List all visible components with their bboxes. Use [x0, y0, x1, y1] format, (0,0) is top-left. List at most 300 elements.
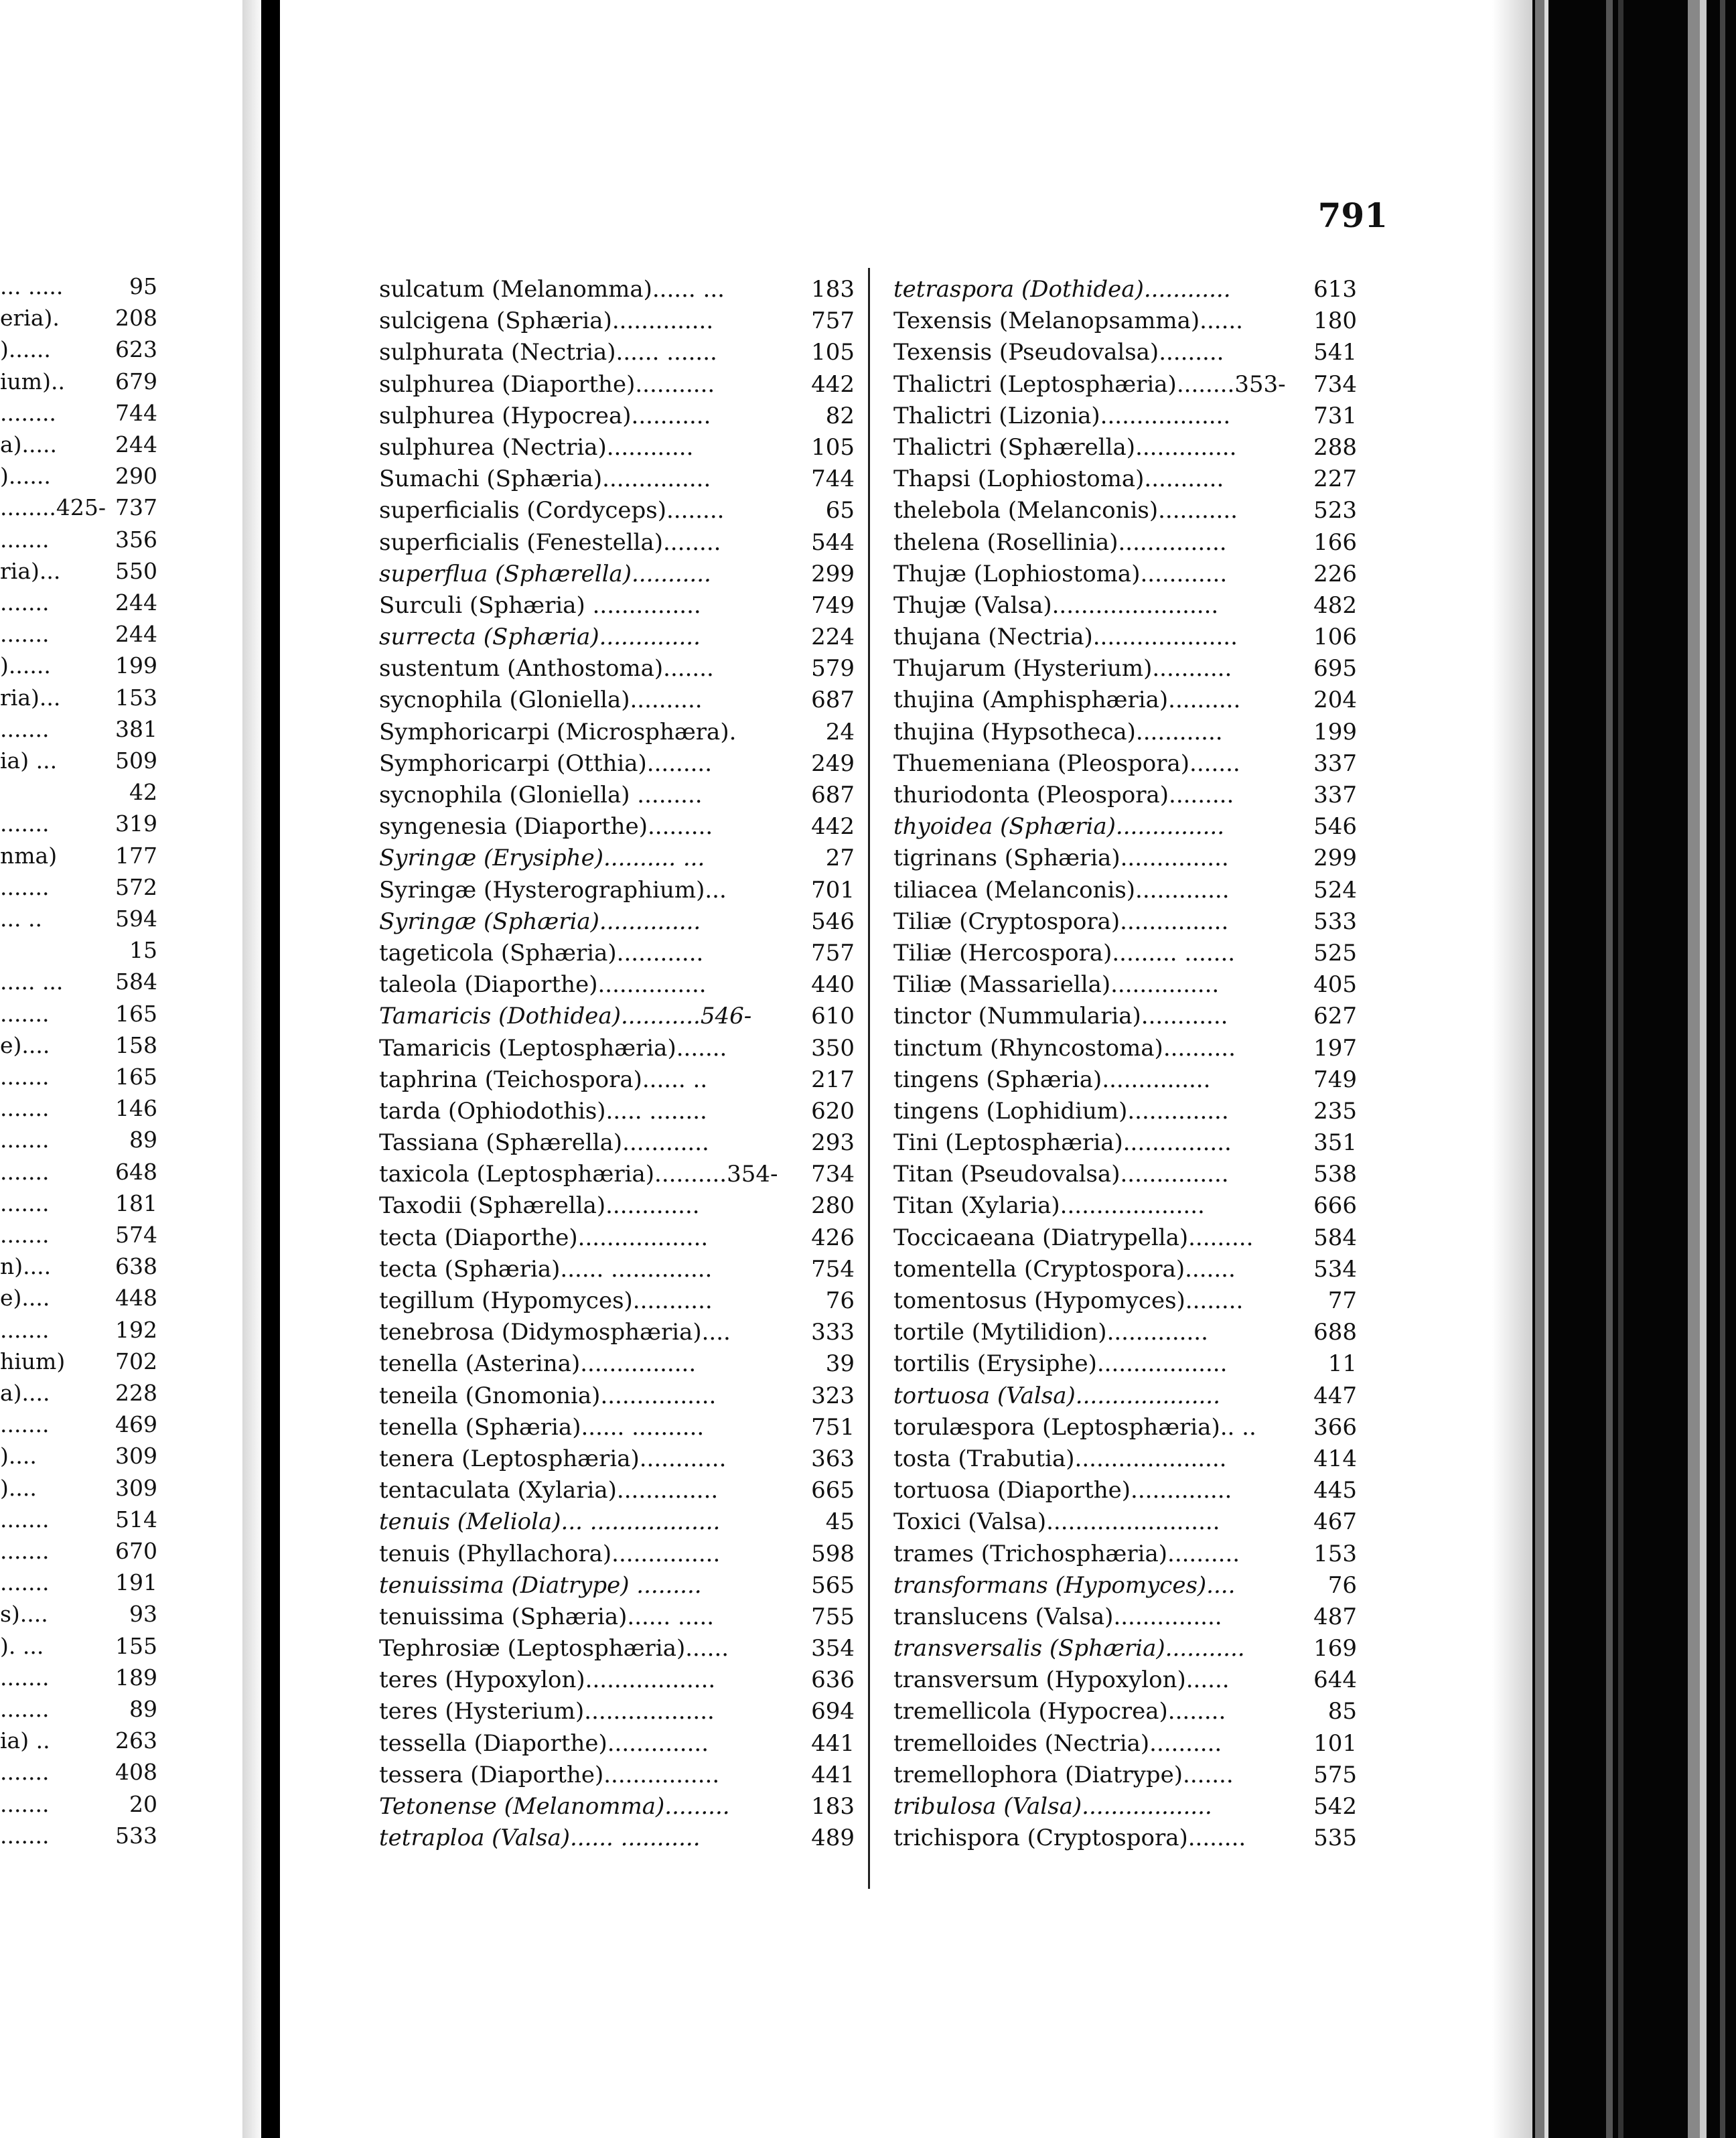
- entry-page: 695: [1313, 655, 1357, 683]
- entry-term: Tiliæ (Massariella)...............: [893, 971, 1220, 999]
- index-entry: [379, 273, 855, 305]
- entry-page: 489: [811, 1825, 855, 1852]
- entry-page: 534: [1313, 1255, 1357, 1283]
- entry-term: teres (Hypoxylon)..................: [379, 1666, 716, 1694]
- entry-page: 546: [811, 908, 855, 935]
- index-entry: [379, 1316, 855, 1348]
- entry-page: 105: [811, 339, 855, 366]
- entry-page: 584: [1313, 1224, 1357, 1251]
- index-entry: [379, 1632, 855, 1664]
- index-entry: [379, 969, 855, 1000]
- fragment-page: 550: [115, 557, 157, 584]
- index-entry: [893, 589, 1357, 621]
- entry-page: 565: [811, 1571, 855, 1599]
- entry-term: tenuissima (Sphæria)...... .....: [379, 1603, 715, 1630]
- entry-page: 288: [1313, 433, 1357, 461]
- fragment-text: .......: [0, 1664, 50, 1691]
- index-entry: [893, 842, 1357, 873]
- index-entry: [893, 558, 1357, 589]
- entry-page: 694: [811, 1698, 855, 1725]
- left-fragment: [0, 526, 157, 557]
- left-fragment: [0, 1001, 157, 1031]
- left-fragment: [0, 1190, 157, 1221]
- index-entry: [893, 1506, 1357, 1537]
- index-entry: [893, 526, 1357, 558]
- book-binding: [1532, 0, 1736, 2138]
- entry-page: 351: [1313, 1129, 1357, 1157]
- entry-term: tecta (Diaporthe)..................: [379, 1224, 709, 1251]
- entry-term: Toccicaeana (Diatrypella).........: [893, 1224, 1254, 1251]
- entry-page: 217: [811, 1066, 855, 1093]
- entry-page: 467: [1313, 1508, 1357, 1536]
- index-entry: [379, 747, 855, 779]
- entry-term: Texensis (Pseudovalsa).........: [893, 339, 1224, 366]
- index-entry: [893, 747, 1357, 779]
- index-entry: [893, 1569, 1357, 1601]
- fragment-text: )....: [0, 1474, 37, 1501]
- index-entry: [893, 1032, 1357, 1064]
- left-fragment: [0, 589, 157, 620]
- entry-page: 579: [811, 655, 855, 683]
- fragment-page: 408: [115, 1759, 157, 1786]
- left-fragment: [0, 273, 157, 304]
- index-entry: [893, 937, 1357, 969]
- index-entry: [379, 336, 855, 368]
- fragment-page: 309: [115, 1443, 157, 1470]
- entry-page: 65: [825, 497, 855, 524]
- index-entry: [893, 1190, 1357, 1221]
- left-fragment: [0, 1127, 157, 1157]
- index-entry: [379, 1158, 855, 1190]
- entry-page: 199: [1313, 718, 1357, 745]
- entry-term: Symphoricarpi (Microsphæra).: [379, 718, 737, 745]
- index-entry: [893, 368, 1357, 400]
- index-entry: [893, 431, 1357, 463]
- entry-page: 442: [811, 813, 855, 841]
- fragment-page: 670: [115, 1538, 157, 1564]
- fragment-text: .......: [0, 1822, 50, 1849]
- left-fragment: [0, 558, 157, 589]
- entry-term: tecta (Sphæria)...... ..............: [379, 1255, 713, 1283]
- left-fragment: [0, 1443, 157, 1474]
- index-entry: [893, 1695, 1357, 1727]
- index-entry: [379, 1190, 855, 1221]
- entry-page: 85: [1327, 1698, 1357, 1725]
- fragment-text: ium)..: [0, 368, 65, 395]
- entry-term: Syringæ (Hysterographium)...: [379, 876, 727, 904]
- index-entry: [893, 1443, 1357, 1474]
- entry-term: Surculi (Sphæria) ...............: [379, 591, 701, 619]
- index-entry: [379, 1790, 855, 1822]
- fragment-text: .......: [0, 1127, 50, 1153]
- left-fragment: [0, 1348, 157, 1379]
- entry-page: 542: [1313, 1793, 1357, 1820]
- fragment-page: 228: [115, 1380, 157, 1406]
- index-entry: [379, 1538, 855, 1569]
- entry-page: 731: [1313, 402, 1357, 429]
- index-entry: [379, 684, 855, 715]
- entry-term: superficialis (Cordyceps)........: [379, 497, 725, 524]
- index-entry: [379, 1253, 855, 1285]
- index-entry: [893, 621, 1357, 652]
- index-entry: [893, 1664, 1357, 1695]
- index-entry: [893, 1348, 1357, 1379]
- index-entry: [379, 589, 855, 621]
- index-entry: [379, 526, 855, 558]
- fragment-text: e)....: [0, 1031, 50, 1058]
- index-entry: [379, 368, 855, 400]
- fragment-page: 533: [115, 1822, 157, 1849]
- fragment-page: 448: [115, 1285, 157, 1311]
- entry-page: 441: [811, 1761, 855, 1788]
- fragment-page: 158: [115, 1031, 157, 1058]
- left-page: [0, 0, 261, 2138]
- fragment-text: n)....: [0, 1253, 52, 1280]
- entry-page: 442: [811, 370, 855, 398]
- entry-page: 613: [1313, 276, 1357, 303]
- index-entry: [893, 969, 1357, 1000]
- fragment-text: )......: [0, 652, 51, 679]
- index-entry: [379, 400, 855, 431]
- fragment-text: e)....: [0, 1285, 50, 1311]
- entry-page: 337: [1313, 782, 1357, 808]
- entry-term: Titan (Xylaria)....................: [893, 1192, 1205, 1220]
- left-fragment: [0, 431, 157, 462]
- entry-term: Tephrosiæ (Leptosphæria)......: [379, 1635, 729, 1662]
- entry-term: tenuis (Phyllachora)...............: [379, 1540, 721, 1567]
- index-entry: [379, 1695, 855, 1727]
- fragment-page: 638: [115, 1253, 157, 1280]
- index-entry: [893, 1822, 1357, 1853]
- entry-term: tenuis (Meliola)... ..................: [379, 1508, 721, 1536]
- index-entry: [379, 1822, 855, 1853]
- fragment-page: 165: [115, 1000, 157, 1027]
- entry-term: transversum (Hypoxylon)......: [893, 1666, 1230, 1694]
- entry-page: 337: [1313, 750, 1357, 777]
- fragment-page: 623: [115, 336, 157, 363]
- fragment-text: ........: [0, 399, 56, 426]
- index-entry: [893, 1064, 1357, 1095]
- fragment-page: 319: [115, 810, 157, 837]
- left-fragment: [0, 1791, 157, 1822]
- entry-page: 280: [811, 1192, 855, 1220]
- left-fragment: [0, 1064, 157, 1094]
- fragment-text: .......: [0, 589, 50, 616]
- entry-term: teres (Hysterium)..................: [379, 1698, 715, 1725]
- entry-page: 620: [811, 1097, 855, 1125]
- fragment-page: 702: [115, 1348, 157, 1374]
- entry-term: tarda (Ophiodothis)..... ........: [379, 1097, 707, 1125]
- entry-term: tiliacea (Melanconis).............: [893, 876, 1230, 904]
- entry-page: 24: [825, 718, 855, 745]
- entry-page: 354: [811, 1635, 855, 1662]
- entry-page: 299: [811, 560, 855, 587]
- entry-term: tessella (Diaporthe)..............: [379, 1729, 709, 1757]
- entry-term: tentaculata (Xylaria)..............: [379, 1477, 719, 1504]
- index-entry: [893, 336, 1357, 368]
- entry-term: tremelloides (Nectria)..........: [893, 1729, 1222, 1757]
- left-fragment: [0, 1285, 157, 1315]
- entry-term: Thalictri (Lizonia)..................: [893, 402, 1231, 429]
- entry-page: 482: [1313, 591, 1357, 619]
- entry-term: tortile (Mytilidion)..............: [893, 1319, 1208, 1346]
- entry-term: transformans (Hypomyces)....: [893, 1571, 1236, 1599]
- entry-term: tosta (Trabutia).....................: [893, 1445, 1227, 1472]
- left-fragment: [0, 621, 157, 652]
- entry-term: Tamaricis (Leptosphæria).......: [379, 1034, 727, 1062]
- index-entry: [379, 937, 855, 969]
- entry-term: Thalictri (Leptosphæria)........353-: [893, 370, 1286, 398]
- entry-term: Toxici (Valsa)........................: [893, 1508, 1220, 1536]
- fragment-text: .......: [0, 1000, 50, 1027]
- entry-term: sycnophila (Gloniella)..........: [379, 687, 703, 714]
- left-fragment: [0, 1569, 157, 1600]
- fragment-page: 20: [129, 1790, 157, 1817]
- entry-page: 544: [811, 528, 855, 556]
- fragment-text: .......: [0, 1569, 50, 1596]
- fragment-text: .......: [0, 526, 50, 553]
- index-entry: [379, 1474, 855, 1506]
- index-entry: [379, 1443, 855, 1474]
- index-entry: [379, 842, 855, 873]
- left-fragment: [0, 1159, 157, 1190]
- entry-term: sulphurea (Nectria)............: [379, 433, 694, 461]
- entry-term: Thujæ (Valsa).......................: [893, 591, 1219, 619]
- fragment-text: .......: [0, 1790, 50, 1817]
- entry-term: tremellicola (Hypocrea)........: [893, 1698, 1226, 1725]
- fragment-page: 95: [129, 273, 157, 299]
- fragment-text: .......: [0, 1095, 50, 1122]
- fragment-text: ..... ...: [0, 969, 64, 995]
- entry-term: Tamaricis (Dothidea)...........546-: [379, 1003, 752, 1030]
- fragment-page: 594: [115, 906, 157, 932]
- fragment-text: a)....: [0, 1380, 50, 1406]
- entry-term: tribulosa (Valsa)..................: [893, 1793, 1212, 1820]
- fragment-page: 356: [115, 526, 157, 553]
- entry-term: sulcigena (Sphæria)..............: [379, 307, 714, 335]
- fragment-text: .......: [0, 873, 50, 900]
- index-entry: [893, 779, 1357, 810]
- entry-term: superficialis (Fenestella)........: [379, 528, 721, 556]
- left-fragment: [0, 652, 157, 683]
- entry-page: 524: [1313, 876, 1357, 904]
- entry-term: tremellophora (Diatrype).......: [893, 1761, 1234, 1788]
- entry-term: trames (Trichosphæria)..........: [893, 1540, 1240, 1567]
- entry-term: tetraspora (Dothidea)............: [893, 276, 1231, 303]
- entry-page: 39: [825, 1350, 855, 1378]
- fragment-page: 165: [115, 1064, 157, 1090]
- entry-page: 227: [1313, 466, 1357, 493]
- entry-term: tenella (Asterina)................: [379, 1350, 697, 1378]
- index-entry: [893, 1538, 1357, 1569]
- left-fragment: [0, 716, 157, 747]
- entry-page: 299: [1313, 845, 1357, 872]
- entry-term: taleola (Diaporthe)...............: [379, 971, 707, 999]
- left-fragment: [0, 1601, 157, 1632]
- entry-page: 535: [1313, 1825, 1357, 1852]
- page-edge-shade: [1492, 0, 1532, 2138]
- left-fragment: [0, 1095, 157, 1126]
- fragment-text: a).....: [0, 431, 57, 457]
- entry-page: 755: [811, 1603, 855, 1630]
- entry-page: 169: [1313, 1635, 1357, 1662]
- fragment-page: 177: [115, 842, 157, 869]
- entry-page: 688: [1313, 1319, 1357, 1346]
- entry-page: 77: [1327, 1287, 1357, 1314]
- index-entry: [893, 1285, 1357, 1316]
- index-entry: [893, 305, 1357, 336]
- left-fragment: [0, 1032, 157, 1063]
- entry-term: tetraploa (Valsa)...... ...........: [379, 1825, 701, 1852]
- fragment-page: 191: [115, 1569, 157, 1596]
- index-entry: [379, 1380, 855, 1411]
- index-entry: [379, 621, 855, 652]
- fragment-page: 584: [115, 969, 157, 995]
- entry-term: thyoidea (Sphæria)...............: [893, 813, 1225, 841]
- entry-page: 426: [811, 1224, 855, 1251]
- entry-term: tegillum (Hypomyces)...........: [379, 1287, 713, 1314]
- entry-term: Titan (Pseudovalsa)...............: [893, 1161, 1229, 1188]
- index-entry: [379, 1727, 855, 1759]
- left-fragment: [0, 400, 157, 431]
- fragment-page: 153: [115, 684, 157, 711]
- entry-term: thuriodonta (Pleospora).........: [893, 782, 1234, 808]
- left-fragment: [0, 843, 157, 873]
- fragment-text: ia) ...: [0, 747, 58, 774]
- index-entry: [379, 558, 855, 589]
- left-fragment: [0, 368, 157, 399]
- fragment-text: .......: [0, 1158, 50, 1185]
- index-entry: [893, 1095, 1357, 1127]
- entry-page: 749: [811, 591, 855, 619]
- entry-page: 525: [1313, 939, 1357, 967]
- entry-term: tingens (Lophidium)..............: [893, 1097, 1229, 1125]
- entry-term: Tiliæ (Hercospora)......... .......: [893, 939, 1236, 967]
- index-entry: [893, 906, 1357, 937]
- index-entry: [893, 400, 1357, 431]
- left-fragment: [0, 747, 157, 778]
- index-entry: [893, 652, 1357, 684]
- index-entry: [379, 463, 855, 494]
- entry-page: 76: [825, 1287, 855, 1314]
- entry-page: 627: [1313, 1003, 1357, 1030]
- left-fragment: [0, 1727, 157, 1758]
- entry-term: Tetonense (Melanomma).........: [379, 1793, 730, 1820]
- fragment-text: eria).: [0, 305, 60, 332]
- fragment-page: 42: [129, 779, 157, 806]
- entry-term: thujina (Amphisphæria)..........: [893, 687, 1241, 714]
- index-entry: [379, 1411, 855, 1443]
- fragment-page: 146: [115, 1095, 157, 1122]
- entry-term: tigrinans (Sphæria)...............: [893, 845, 1229, 872]
- index-entry: [379, 1064, 855, 1095]
- entry-page: 323: [811, 1382, 855, 1409]
- entry-term: Thalictri (Sphærella)..............: [893, 433, 1237, 461]
- entry-term: Symphoricarpi (Otthia).........: [379, 750, 713, 777]
- fragment-text: .......: [0, 1759, 50, 1786]
- fragment-page: 192: [115, 1316, 157, 1343]
- entry-term: Syringæ (Sphæria)..............: [379, 908, 701, 935]
- fragment-page: 381: [115, 715, 157, 742]
- entry-page: 11: [1327, 1350, 1357, 1378]
- entry-term: tenebrosa (Didymosphæria)....: [379, 1319, 731, 1346]
- index-entry: [379, 1222, 855, 1253]
- fragment-page: 208: [115, 305, 157, 332]
- entry-page: 533: [1313, 908, 1357, 935]
- fragment-page: 199: [115, 652, 157, 679]
- entry-term: Texensis (Melanopsamma)......: [893, 307, 1243, 335]
- entry-term: thujina (Hypsotheca)............: [893, 718, 1223, 745]
- fragment-text: nma): [0, 842, 58, 869]
- entry-page: 445: [1313, 1477, 1357, 1504]
- left-fragment: [0, 305, 157, 336]
- left-fragment: [0, 1253, 157, 1284]
- entry-page: 644: [1313, 1666, 1357, 1694]
- entry-page: 665: [811, 1477, 855, 1504]
- index-entry: [893, 1632, 1357, 1664]
- entry-page: 224: [811, 624, 855, 651]
- entry-page: 666: [1313, 1192, 1357, 1220]
- index-entry: [893, 1380, 1357, 1411]
- entry-term: tortilis (Erysiphe)..................: [893, 1350, 1228, 1378]
- fragment-page: 89: [129, 1696, 157, 1722]
- index-entry: [379, 906, 855, 937]
- index-entry: [893, 1790, 1357, 1822]
- index-entry: [379, 810, 855, 842]
- page-number: 791: [1317, 196, 1388, 235]
- left-fragment: [0, 685, 157, 715]
- left-fragment: [0, 1222, 157, 1253]
- entry-page: 538: [1313, 1161, 1357, 1188]
- index-entry: [379, 652, 855, 684]
- entry-page: 541: [1313, 339, 1357, 366]
- fragment-page: 290: [115, 463, 157, 490]
- index-entry: [379, 874, 855, 906]
- left-fragment: [0, 494, 157, 525]
- index-entry: [379, 1000, 855, 1031]
- fragment-text: s)....: [0, 1601, 48, 1628]
- fragment-text: .......: [0, 1190, 50, 1216]
- entry-term: sulphurata (Nectria)...... .......: [379, 339, 717, 366]
- fragment-page: 572: [115, 873, 157, 900]
- index-entry: [893, 1158, 1357, 1190]
- entry-term: thelebola (Melanconis)...........: [893, 497, 1238, 524]
- entry-page: 350: [811, 1034, 855, 1062]
- entry-term: transversalis (Sphæria)...........: [893, 1635, 1245, 1662]
- entry-page: 106: [1313, 624, 1357, 651]
- entry-page: 183: [811, 1793, 855, 1820]
- entry-term: tenera (Leptosphæria)............: [379, 1445, 727, 1472]
- entry-term: Taxodii (Sphærella).............: [379, 1192, 700, 1220]
- entry-term: tortuosa (Diaporthe)..............: [893, 1477, 1232, 1504]
- left-fragment: [0, 874, 157, 905]
- fragment-page: 263: [115, 1727, 157, 1754]
- index-entry: [379, 1095, 855, 1127]
- entry-term: Tini (Leptosphæria)...............: [893, 1129, 1232, 1157]
- column-divider: [868, 268, 870, 1889]
- fragment-page: 648: [115, 1158, 157, 1185]
- left-fragment: [0, 1317, 157, 1348]
- entry-term: tortuosa (Valsa)....................: [893, 1382, 1220, 1409]
- fragment-text: .......: [0, 1538, 50, 1564]
- entry-page: 757: [811, 939, 855, 967]
- entry-page: 293: [811, 1129, 855, 1157]
- entry-page: 487: [1313, 1603, 1357, 1630]
- index-entry: [893, 1474, 1357, 1506]
- fragment-page: 309: [115, 1474, 157, 1501]
- fragment-page: 514: [115, 1506, 157, 1533]
- entry-term: Thuemeniana (Pleospora).......: [893, 750, 1240, 777]
